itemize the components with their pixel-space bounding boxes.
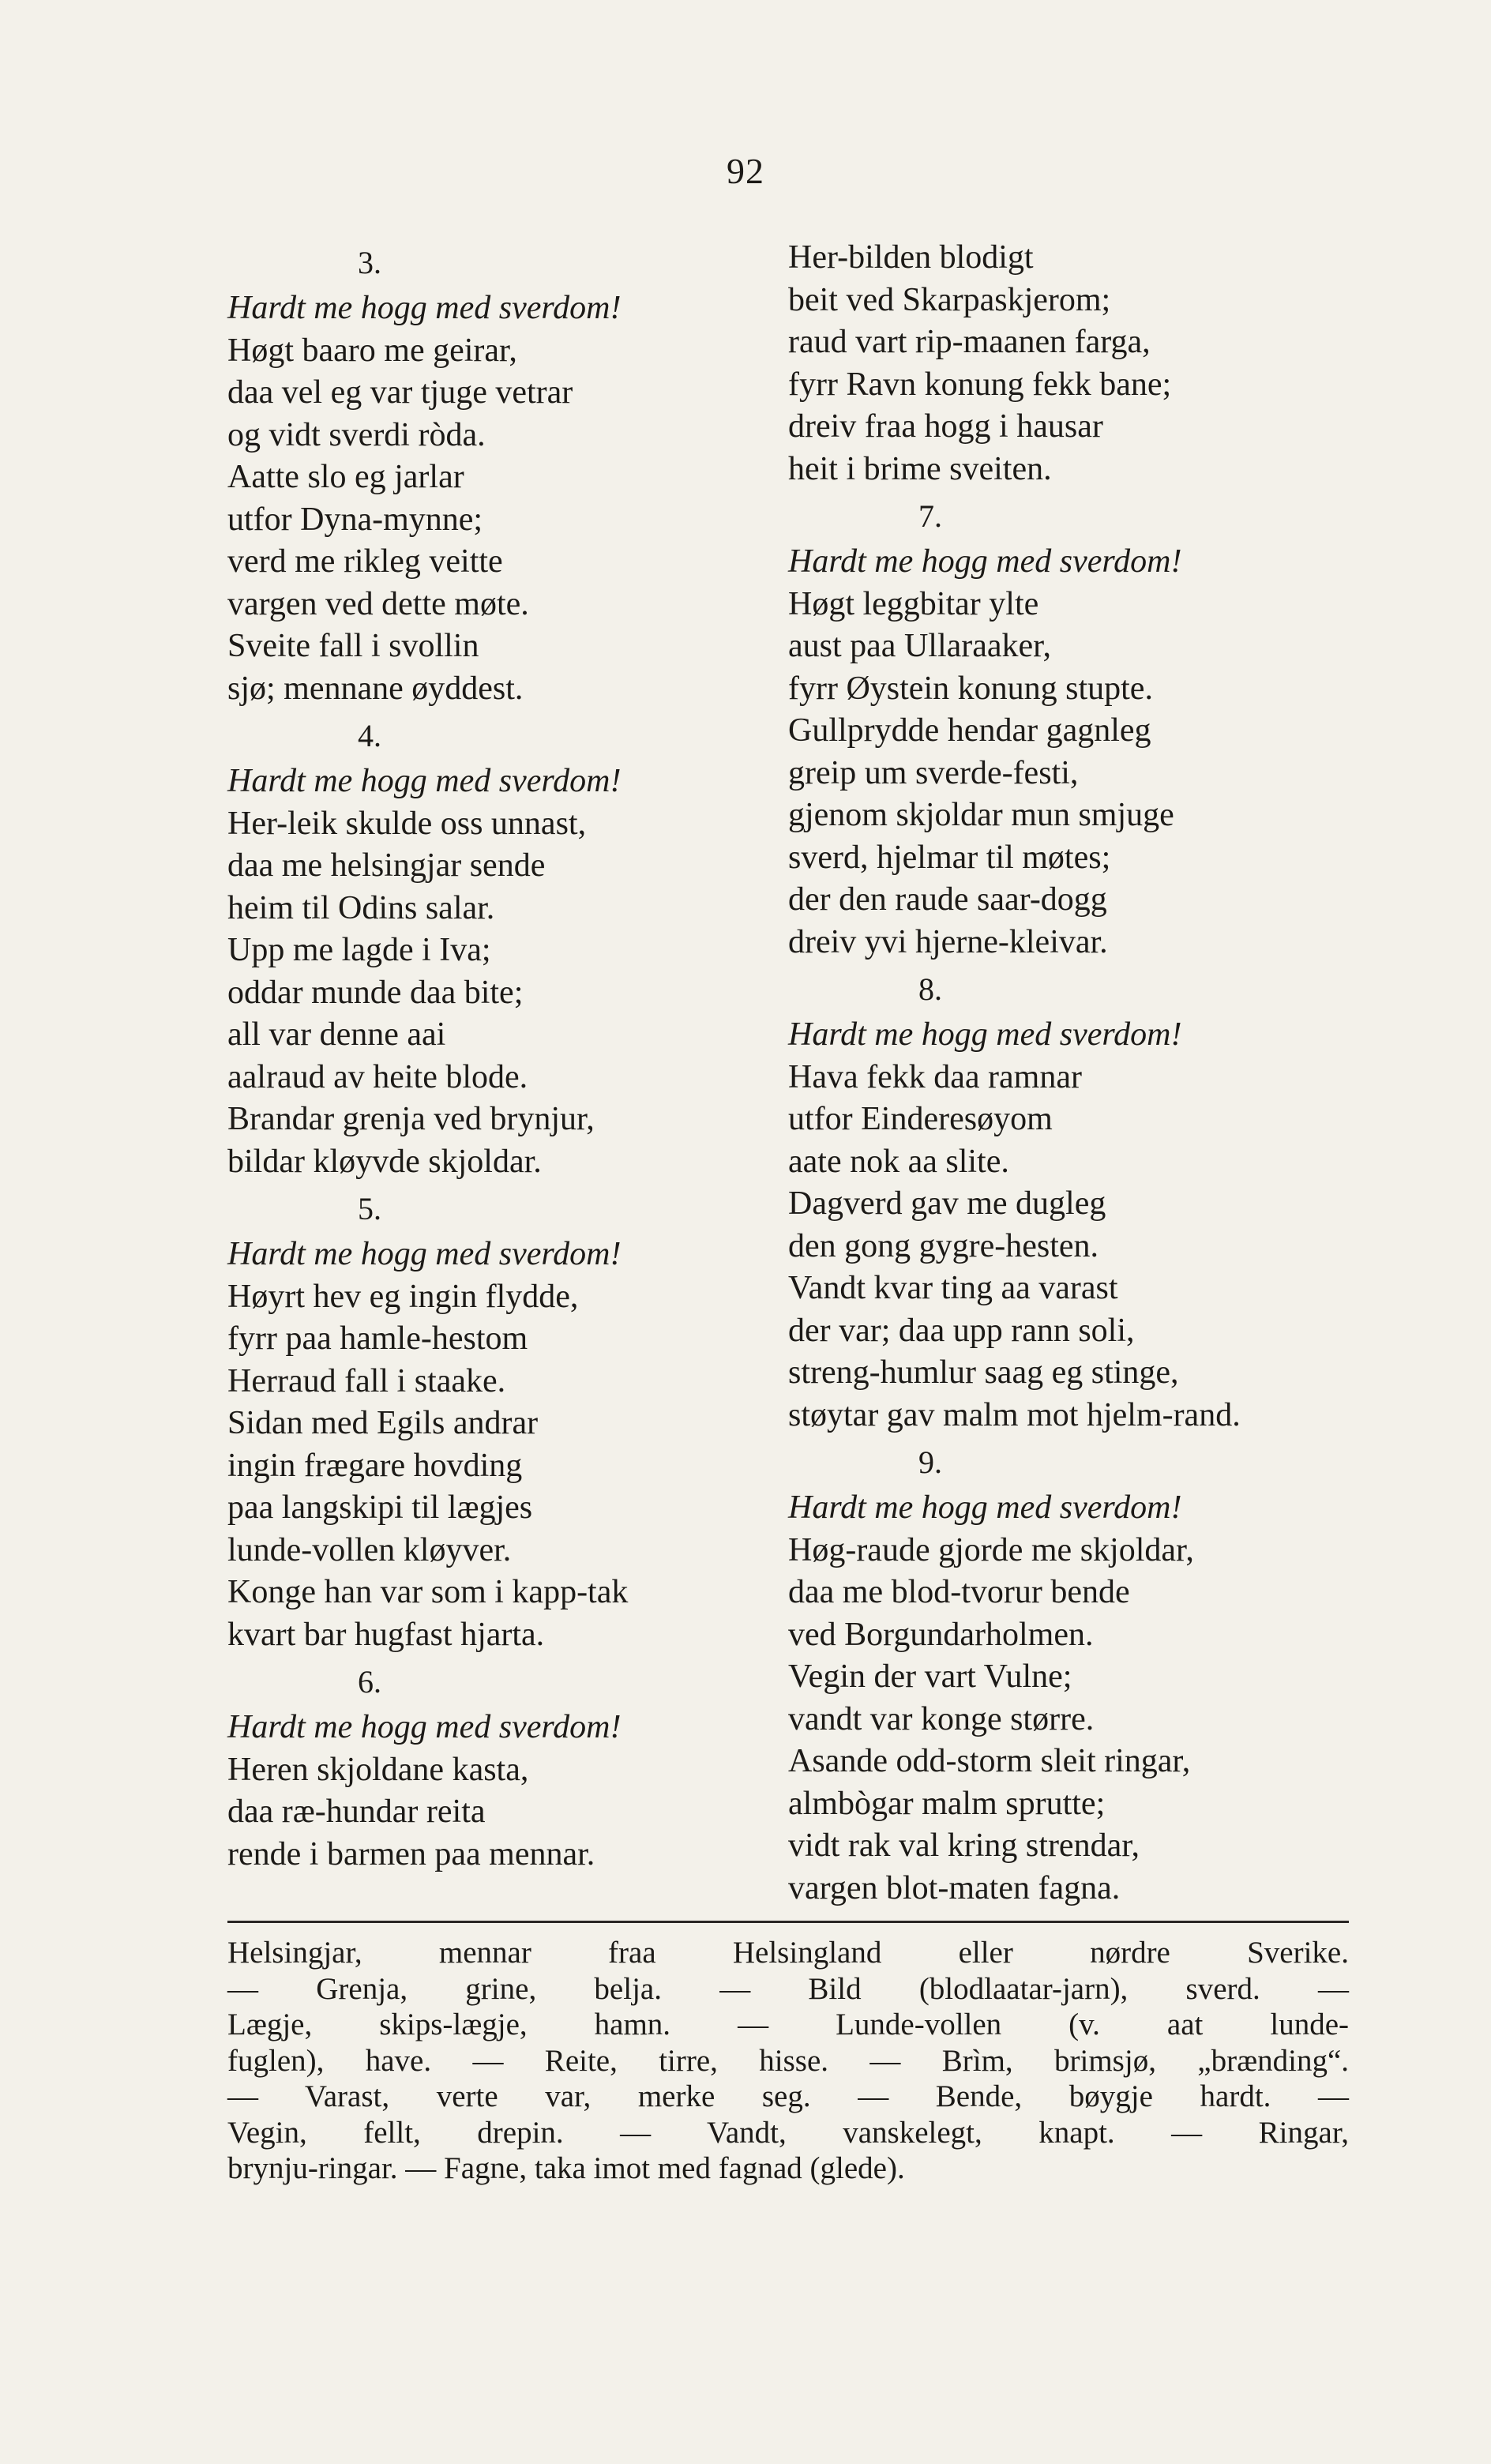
verse-line: Høg-raude gjorde me skjoldar, <box>788 1531 1194 1568</box>
stanza-9 <box>788 1441 1373 1910</box>
verse-line: ingin frægare hovding <box>227 1447 523 1484</box>
verse-line: Her-bilden blodigt <box>788 239 1034 276</box>
verse-line: den gong gygre-hesten. <box>788 1227 1099 1264</box>
verse-line: paa langskipi til lægjes <box>227 1489 533 1526</box>
footnotes <box>227 1935 1349 2187</box>
footnote-line: Lægje, skips-lægje, hamn. — Lunde-vollen (v. aat lunde- <box>227 2008 1349 2041</box>
verse-line: utfor Dyna-mynne; <box>227 501 483 538</box>
stanza-refrain: Hardt me hogg med sverdom! <box>227 1709 622 1745</box>
footnote-line: Helsingjar, mennar fraa Helsingland eller nørdre Sverike. <box>227 1936 1349 1970</box>
stanza-number: 7. <box>918 498 942 534</box>
verse-line: vandt var konge større. <box>788 1700 1095 1737</box>
stanza-3 <box>227 242 780 710</box>
verse-line: daa me helsingjar sende <box>227 847 546 884</box>
verse-line: heit i brime sveiten. <box>788 450 1052 487</box>
verse-line: fyrr Øystein konung stupte. <box>788 670 1153 707</box>
stanza-refrain: Hardt me hogg med sverdom! <box>227 1236 622 1272</box>
footnote-line: Vegin, fellt, drepin. — Vandt, vanskelegt, knapt. — Ringar, <box>227 2115 1349 2150</box>
right-column <box>788 237 1373 1910</box>
verse-line: Høgt baaro me geirar, <box>227 332 517 369</box>
verse-line: Heren skjoldane kasta, <box>227 1751 529 1788</box>
stanza-number: 9. <box>918 1444 942 1480</box>
stanza-number: 3. <box>358 245 381 280</box>
verse-line: rende i barmen paa mennar. <box>227 1835 595 1872</box>
verse-line: der var; daa upp rann soli, <box>788 1312 1135 1349</box>
footnote-divider <box>227 1921 1349 1923</box>
verse-line: Sveite fall i svollin <box>227 628 479 664</box>
verse-line: sverd, hjelmar til møtes; <box>788 839 1111 876</box>
verse-line: sjø; mennane øyddest. <box>227 670 524 707</box>
verse-line: daa vel eg var tjuge vetrar <box>227 374 573 411</box>
verse-line: Høyrt hev eg ingin flydde, <box>227 1278 579 1315</box>
stanza-4 <box>227 715 780 1183</box>
verse-line: vargen ved dette møte. <box>227 585 529 622</box>
verse-line: daa ræ-hundar reita <box>227 1794 486 1830</box>
verse-line: utfor Einderesøyom <box>788 1101 1053 1137</box>
verse-line: aate nok aa slite. <box>788 1143 1009 1180</box>
left-column <box>227 237 780 1876</box>
stanza-6-cont <box>788 237 1373 490</box>
verse-line: Upp me lagde i Iva; <box>227 932 491 968</box>
footnote-line: — Varast, verte var, merke seg. — Bende, bøygje hardt. — <box>227 2079 1349 2113</box>
verse-line: Hava fekk daa ramnar <box>788 1058 1082 1095</box>
verse-line: Vegin der vart Vulne; <box>788 1658 1072 1695</box>
verse-line: Vandt kvar ting aa varast <box>788 1270 1118 1306</box>
stanza-6 <box>227 1661 780 1876</box>
stanza-number: 6. <box>358 1664 381 1700</box>
verse-line: Gullprydde hendar gagnleg <box>788 712 1151 749</box>
verse-line: fyrr Ravn konung fekk bane; <box>788 366 1172 403</box>
verse-line: oddar munde daa bite; <box>227 974 524 1011</box>
verse-line: Sidan med Egils andrar <box>227 1405 539 1441</box>
footnote-line: brynju-ringar. — Fagne, taka imot med fagnad (glede). <box>227 2151 905 2185</box>
verse-line: vargen blot-maten fagna. <box>788 1869 1121 1906</box>
stanza-number: 8. <box>918 971 942 1007</box>
stanza-refrain: Hardt me hogg med sverdom! <box>788 1016 1182 1053</box>
verse-line: kvart bar hugfast hjarta. <box>227 1616 545 1653</box>
verse-line: ved Borgundarholmen. <box>788 1616 1094 1653</box>
verse-line: bildar kløyvde skjoldar. <box>227 1143 542 1180</box>
verse-line: all var denne aai <box>227 1016 446 1053</box>
verse-line: Brandar grenja ved brynjur, <box>227 1101 595 1137</box>
verse-line: verd me rikleg veitte <box>227 543 503 580</box>
verse-line: Her-leik skulde oss unnast, <box>227 805 587 842</box>
verse-line: dreiv fraa hogg i hausar <box>788 408 1103 445</box>
verse-line: Asande odd-storm sleit ringar, <box>788 1743 1191 1779</box>
stanza-refrain: Hardt me hogg med sverdom! <box>227 290 622 326</box>
stanza-8 <box>788 968 1373 1437</box>
verse-line: Høgt leggbitar ylte <box>788 585 1039 622</box>
verse-line: Herraud fall i staake. <box>227 1362 506 1399</box>
footnote-line: fuglen), have. — Reite, tirre, hisse. — Brìm, brimsjø, „brænding“. <box>227 2043 1349 2078</box>
verse-line: Konge han var som i kapp-tak <box>227 1574 629 1610</box>
verse-line: gjenom skjoldar mun smjuge <box>788 797 1174 833</box>
verse-line: fyrr paa hamle-hestom <box>227 1320 528 1357</box>
verse-line: der den raude saar-dogg <box>788 881 1107 918</box>
stanza-refrain: Hardt me hogg med sverdom! <box>788 543 1182 580</box>
verse-line: streng-humlur saag eg stinge, <box>788 1354 1179 1391</box>
verse-line: beit ved Skarpaskjerom; <box>788 281 1111 318</box>
verse-line: og vidt sverdi ròda. <box>227 416 486 453</box>
verse-line: greip um sverde-festi, <box>788 754 1079 791</box>
stanza-number: 4. <box>358 718 381 753</box>
verse-line: dreiv yvi hjerne-kleivar. <box>788 923 1108 960</box>
verse-line: aust paa Ullaraaker, <box>788 628 1051 664</box>
stanza-number: 5. <box>358 1191 381 1226</box>
verse-line: daa me blod-tvorur bende <box>788 1574 1130 1610</box>
verse-line: raud vart rip-maanen farga, <box>788 324 1151 360</box>
stanza-5 <box>227 1188 780 1656</box>
verse-line: Dagverd gav me dugleg <box>788 1185 1106 1222</box>
verse-line: heim til Odins salar. <box>227 889 495 926</box>
verse-line: støytar gav malm mot hjelm-rand. <box>788 1396 1241 1433</box>
page-number: 92 <box>727 151 764 191</box>
verse-line: almbògar malm sprutte; <box>788 1785 1106 1822</box>
verse-line: vidt rak val kring strendar, <box>788 1827 1140 1864</box>
stanza-7 <box>788 495 1373 963</box>
verse-line: aalraud av heite blode. <box>227 1058 528 1095</box>
footnote-line: — Grenja, grine, belja. — Bild (blodlaatar-jarn), sverd. — <box>227 1971 1349 2006</box>
stanza-refrain: Hardt me hogg med sverdom! <box>788 1489 1182 1526</box>
stanza-refrain: Hardt me hogg med sverdom! <box>227 763 622 799</box>
verse-line: lunde-vollen kløyver. <box>227 1531 512 1568</box>
verse-line: Aatte slo eg jarlar <box>227 459 464 495</box>
